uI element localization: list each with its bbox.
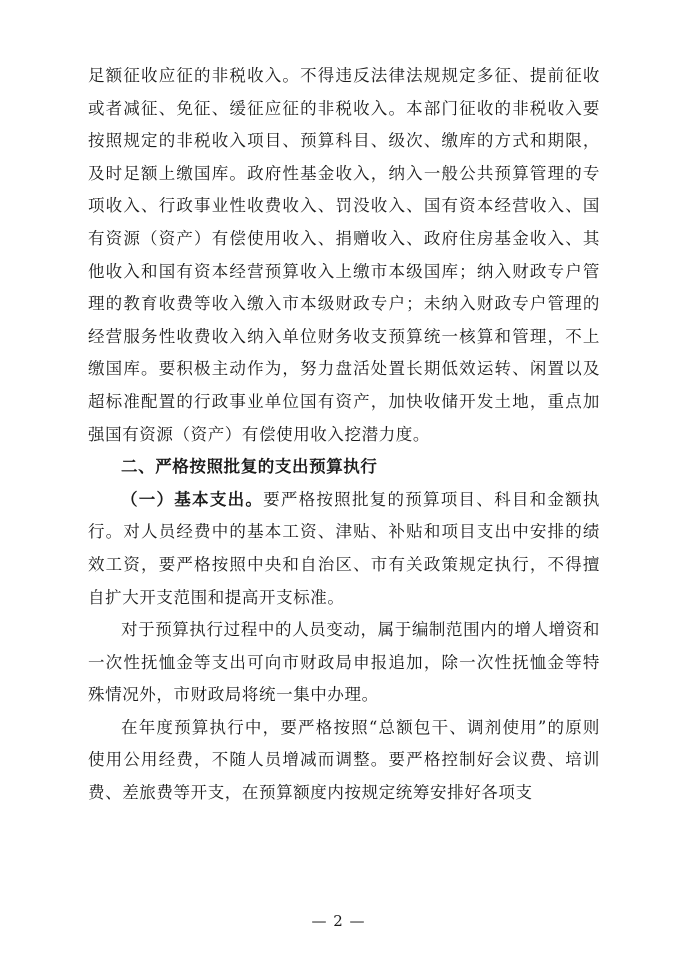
document-body <box>88 60 600 810</box>
paragraph-basic-expenditure-text: 要严格按照批复的预算项目、科目和金额执行。对人员经费中的基本工资、津贴、补贴和项目支出中安排的绩效工资，要严格按照中央和自治区、市有关政策规定执行，不得擅自扩大开支范围和提高开支标准。 <box>88 489 600 607</box>
page-number: — 2 — <box>311 912 366 930</box>
paragraph-basic-expenditure <box>88 484 600 614</box>
paragraph-personnel-changes: 对于预算执行过程中的人员变动，属于编制范围内的增人增资和一次性抚恤金等支出可向市财政局申报追加，除一次性抚恤金等特殊情况外，市财政局将统一集中办理。 <box>88 620 600 705</box>
subheading-basic-expenditure: （一）基本支出。 <box>121 489 264 509</box>
paragraph-non-tax-revenue: 足额征收应征的非税收入。不得违反法律法规规定多征、提前征收或者减征、免征、缓征应征的非税收入。本部门征收的非税收入要按照规定的非税收入项目、预算科目、级次、缴库的方式和期限，及时足额上缴国库。政府性基金收入，纳入一般公共预算管理的专项收入、行政事业性收费收入、罚没收入、国有资本经营收入、国有资源（资产）有偿使用收入、捐赠收入、政府住房基金收入、其他收入和国有资本经营预算收入上缴市本级国库；纳入财政专户管理的教育收费等收入缴入市本级财政专户；未纳入财政专户管理的经营服务性收费收入纳入单位财务收支预算统一核算和管理，不上缴国库。要积极主动作为，努力盘活处置长期低效运转、闲置以及超标准配置的行政事业单位国有资产，加快收储开发土地，重点加强国有资源（资产）有偿使用收入挖潜力度。 <box>88 66 600 444</box>
section-heading-2: 二、严格按照批复的支出预算执行 <box>121 457 378 477</box>
paragraph-public-funds: 在年度预算执行中，要严格按照“总额包干、调剂使用”的原则使用公用经费，不随人员增减而调整。要严格控制好会议费、培训费、差旅费等开支，在预算额度内按规定统筹安排好各项支 <box>88 717 600 803</box>
